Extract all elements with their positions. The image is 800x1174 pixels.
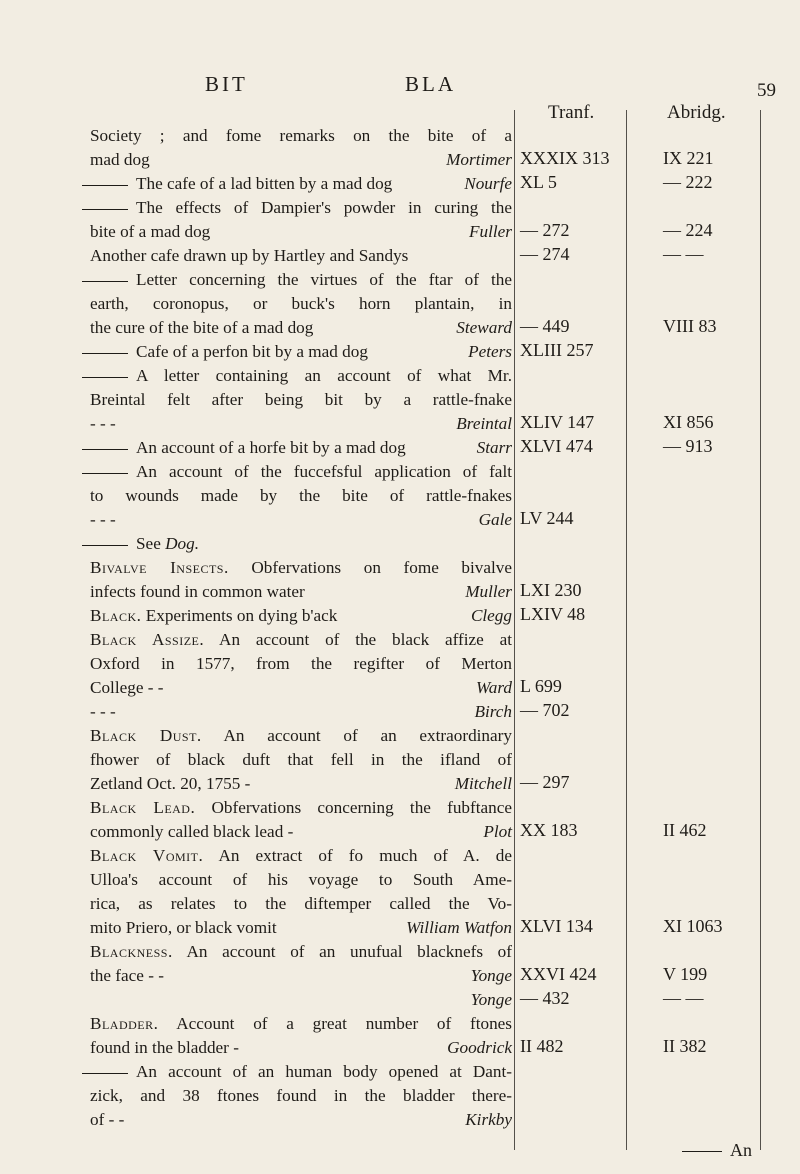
entry-text: mito Priero, or black vomit <box>90 918 277 937</box>
transactions-ref: — 297 <box>520 772 570 792</box>
entry-text: Ulloa's account of his voyage to South Ame- <box>90 870 512 889</box>
entry-text: to wounds made by the bite of rattle-fnakes <box>90 486 512 505</box>
entry-text: zick, and 38 ftones found in the bladder there- <box>90 1086 512 1105</box>
entry-text: Another cafe drawn up by Hartley and Sandys <box>90 246 409 265</box>
entry-author: Kirkby <box>465 1110 512 1129</box>
index-entry <box>90 940 512 1012</box>
entry-author: Muller <box>465 582 512 601</box>
repeat-dash <box>82 449 128 450</box>
repeat-dash <box>82 281 128 282</box>
index-entry <box>90 724 512 796</box>
column-heading-transactions: Tranf. <box>548 102 595 123</box>
column-heading-abridgement: Abridg. <box>667 102 726 123</box>
transactions-ref: — 432 <box>520 988 570 1008</box>
entry-text: infects found in common water <box>90 582 305 601</box>
index-entry <box>90 268 512 340</box>
catchword-text: An <box>730 1140 752 1160</box>
entry-text: The effects of Dampier's powder in curing the <box>136 198 512 217</box>
transactions-ref: XXVI 424 <box>520 964 597 984</box>
repeat-dash <box>82 185 128 186</box>
transactions-ref: — 274 <box>520 244 570 264</box>
column-rule <box>626 110 627 1150</box>
entry-text: Obfervations concerning the fubftance <box>211 798 512 817</box>
page-number: 59 <box>757 80 776 101</box>
index-entry <box>90 1060 512 1132</box>
column-rule <box>760 110 761 1150</box>
transactions-ref: XLIV 147 <box>520 412 595 432</box>
transactions-ref: II 482 <box>520 1036 564 1056</box>
abridgement-ref: V 199 <box>663 964 708 984</box>
abridgement-ref: — — <box>663 244 704 264</box>
entry-author: Mitchell <box>454 774 512 793</box>
entry-author: Ward <box>476 678 512 697</box>
entry-text: - - - <box>90 414 116 433</box>
repeat-dash <box>82 473 128 474</box>
entry-text: earth, coronopus, or buck's horn plantain, in <box>90 294 512 313</box>
entry-text: Account of a great number of ftones <box>176 1014 512 1033</box>
entry-text: Breintal felt after being bit by a rattle-fnake <box>90 390 512 409</box>
entry-heading: Black Vomit. <box>90 846 204 865</box>
transactions-ref: LXIV 48 <box>520 604 586 624</box>
index-entry <box>90 364 512 436</box>
entry-text: the cure of the bite of a mad dog <box>90 318 314 337</box>
entry-text: mad dog <box>90 150 150 169</box>
entry-author: Mortimer <box>446 150 512 169</box>
transactions-ref: XLVI 474 <box>520 436 593 456</box>
index-entry <box>90 436 512 460</box>
entry-author: Yonge <box>470 990 512 1009</box>
entry-text: Society ; and fome remarks on the bite of a <box>90 126 512 145</box>
entry-author: Yonge <box>470 966 512 985</box>
running-head-left: BIT <box>205 72 248 96</box>
index-entry <box>90 556 512 604</box>
entry-text: Letter concerning the virtues of the ftar of the <box>136 270 512 289</box>
abridgement-ref: — 224 <box>663 220 713 240</box>
entry-author: Fuller <box>469 222 512 241</box>
index-entry <box>90 196 512 244</box>
entry-text: An account of an human body opened at Dant- <box>136 1062 512 1081</box>
repeat-dash <box>82 1073 128 1074</box>
transactions-ref: XXXIX 313 <box>520 148 610 168</box>
entry-text: An account of an extraordinary <box>223 726 512 745</box>
entry-author: Plot <box>483 822 512 841</box>
entry-text: - - - <box>90 510 116 529</box>
entry-cross-ref: Dog. <box>165 534 200 553</box>
entry-heading: Black Lead. <box>90 798 196 817</box>
entry-text: Experiments on dying b'ack <box>145 606 338 625</box>
running-head-right: BLA <box>405 72 456 96</box>
entry-author: Nourfe <box>464 174 512 193</box>
entry-text: An account of the black affize at <box>219 630 512 649</box>
entry-text: An account of a horfe bit by a mad dog <box>136 438 406 457</box>
transactions-ref: — 702 <box>520 700 570 720</box>
entry-text: fhower of black duft that fell in the ifland of <box>90 750 512 769</box>
entry-author: Birch <box>474 702 512 721</box>
abridgement-ref: IX 221 <box>663 148 714 168</box>
entry-text: The cafe of a lad bitten by a mad dog <box>136 174 393 193</box>
abridgement-ref: VIII 83 <box>663 316 717 336</box>
entry-text: found in the bladder - <box>90 1038 239 1057</box>
abridgement-ref: II 382 <box>663 1036 707 1056</box>
index-entry <box>90 844 512 940</box>
entry-text: of - - <box>90 1110 125 1129</box>
abridgement-ref: — — <box>663 988 704 1008</box>
transactions-ref: — 272 <box>520 220 570 240</box>
index-entry <box>90 604 512 628</box>
entry-author: Starr <box>476 438 512 457</box>
index-entry <box>90 244 512 268</box>
entry-text: A letter containing an account of what Mr. <box>136 366 512 385</box>
repeat-dash <box>82 545 128 546</box>
repeat-dash <box>682 1151 722 1152</box>
entry-text: See <box>136 534 161 553</box>
entry-text: An account of the fuccefsful application of falt <box>136 462 512 481</box>
transactions-ref: XX 183 <box>520 820 578 840</box>
repeat-dash <box>82 377 128 378</box>
entry-heading: Bivalve Insects. <box>90 558 229 577</box>
entry-author: Peters <box>468 342 512 361</box>
entry-text: An extract of fo much of A. de <box>218 846 512 865</box>
abridgement-ref: — 913 <box>663 436 713 456</box>
transactions-ref: XLIII 257 <box>520 340 594 360</box>
entry-text: Obfervations on fome bivalve <box>251 558 513 577</box>
index-entry <box>90 124 512 172</box>
index-entry <box>90 460 512 532</box>
catchword <box>690 1140 752 1161</box>
repeat-dash <box>82 353 128 354</box>
entry-author: Clegg <box>470 606 512 625</box>
entry-text: Zetland Oct. 20, 1755 - <box>90 774 251 793</box>
column-rule <box>514 110 515 1150</box>
transactions-ref: LXI 230 <box>520 580 582 600</box>
abridgement-ref: XI 856 <box>663 412 714 432</box>
index-entry <box>90 796 512 844</box>
index-entry <box>90 1012 512 1060</box>
index-entry <box>90 340 512 364</box>
transactions-ref: XL 5 <box>520 172 557 192</box>
abridgement-ref: II 462 <box>663 820 707 840</box>
abridgement-ref: XI 1063 <box>663 916 723 936</box>
transactions-ref: L 699 <box>520 676 562 696</box>
entry-text: commonly called black lead - <box>90 822 294 841</box>
transactions-ref: — 449 <box>520 316 570 336</box>
entry-author: Steward <box>456 318 512 337</box>
index-entry <box>90 532 512 556</box>
entry-heading: Black. <box>90 606 142 625</box>
transactions-ref: XLVI 134 <box>520 916 593 936</box>
entry-text: - - - <box>90 702 116 721</box>
entry-text: Cafe of a perfon bit by a mad dog <box>136 342 368 361</box>
entry-heading: Black Dust. <box>90 726 202 745</box>
abridgement-ref: — 222 <box>663 172 713 192</box>
entry-author: Gale <box>478 510 512 529</box>
transactions-ref: LV 244 <box>520 508 574 528</box>
entry-text: An account of an unufual blacknefs of <box>186 942 512 961</box>
entry-text: bite of a mad dog <box>90 222 211 241</box>
entry-text: the face - - <box>90 966 164 985</box>
entry-text: Oxford in 1577, from the regifter of Merton <box>90 654 512 673</box>
entry-text: College - - <box>90 678 164 697</box>
entry-text: rica, as relates to the diftemper called the Vo- <box>90 894 512 913</box>
entry-author: Breintal <box>456 414 512 433</box>
repeat-dash <box>82 209 128 210</box>
index-entry <box>90 628 512 724</box>
index-entry <box>90 172 512 196</box>
entry-heading: Bladder. <box>90 1014 159 1033</box>
entry-author: William Watfon <box>406 918 512 937</box>
entry-heading: Black Assize. <box>90 630 205 649</box>
entry-heading: Blackness. <box>90 942 173 961</box>
entry-author: Goodrick <box>447 1038 512 1057</box>
